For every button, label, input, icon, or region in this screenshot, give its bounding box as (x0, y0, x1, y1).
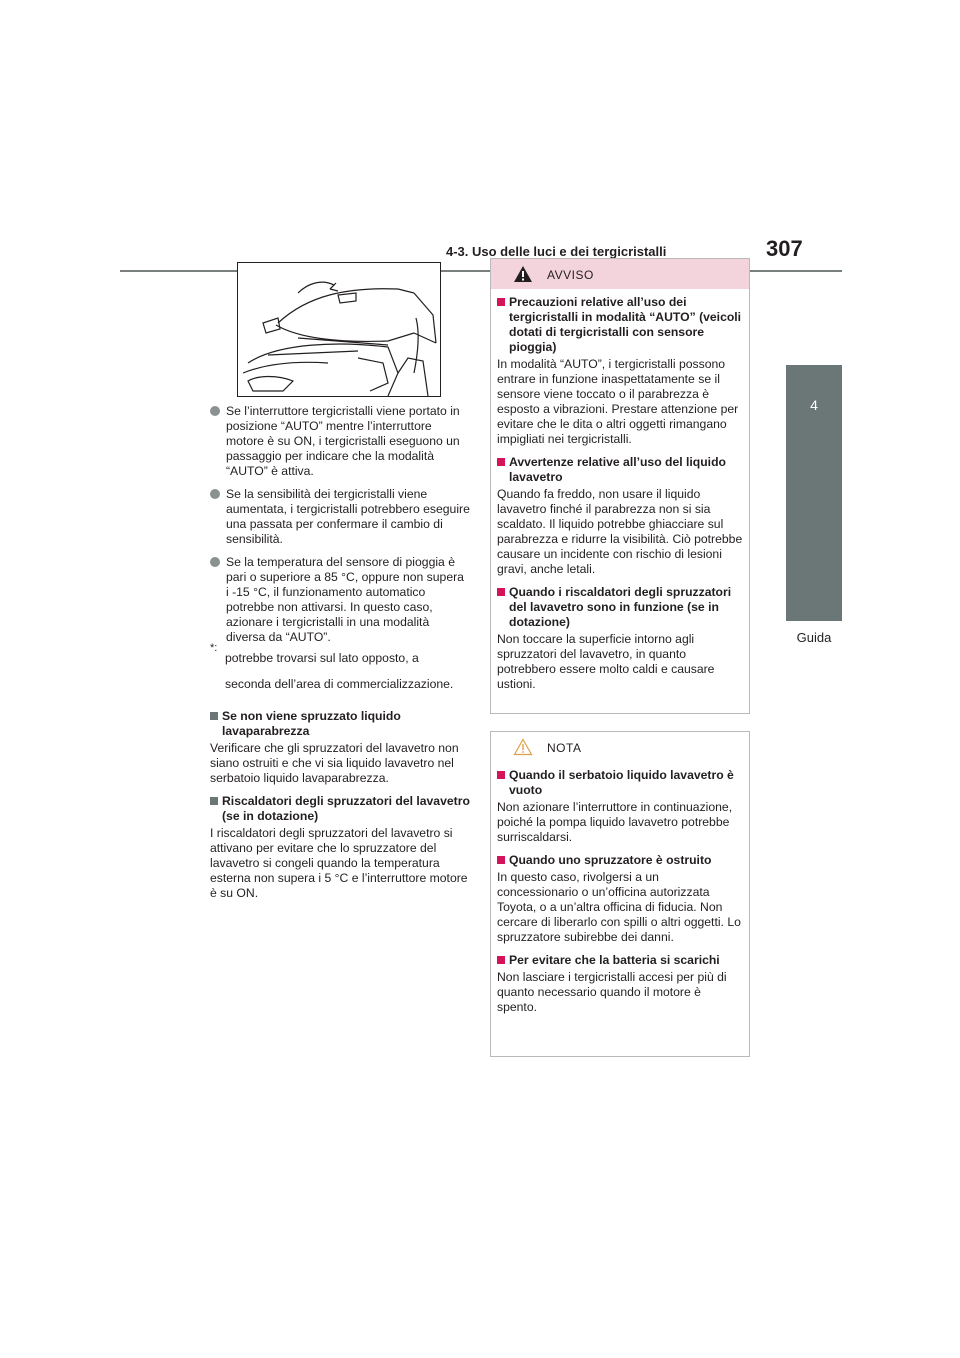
bullet-item (210, 555, 470, 645)
note-label: NOTA (547, 741, 582, 755)
section-heading-text: Quando il serbatoio liquido lavavetro è vuoto (509, 768, 734, 797)
section-heading-text: Per evitare che la batteria si scarichi (509, 953, 720, 967)
note-section-heading (497, 853, 743, 868)
page-number: 307 (766, 236, 803, 261)
square-bullet-icon (210, 712, 218, 720)
bullet-dot-icon (210, 406, 220, 416)
bullet-text: Se la temperatura del sensore di pioggia è pari o superiore a 85 °C, oppure non supera i -15 °C, il funzionamento automatico potrebbe non attivarsi. In questo caso, azionare i tergicristalli in una modalità diversa da “AUTO”. (226, 555, 464, 644)
section-body: I riscaldatori degli spruzzatori del lavavetro si attivano per evitare che lo spruzzatore del lavavetro si congeli quando la temperatura esterna non supera i 5 °C e l’interruttore motore è su ON. (210, 826, 468, 900)
warning-section-heading (497, 455, 743, 485)
warning-label: AVVISO (547, 268, 594, 282)
note-section-heading (497, 953, 743, 968)
chapter-tab (786, 365, 842, 621)
footnote-line: seconda dell’area di commercializzazione. (225, 677, 454, 691)
section-heading-text: Precauzioni relative all’uso dei tergicristalli in modalità “AUTO” (veicoli dotati di tergicristalli con sensore pioggia) (509, 295, 742, 354)
warning-box (490, 258, 750, 714)
caution-triangle-icon (513, 738, 533, 756)
chapter-number: 4 (810, 397, 818, 413)
section-heading-text: Avvertenze relative all’uso del liquido lavavetro (509, 455, 726, 484)
section-heading-text: Quando uno spruzzatore è ostruito (509, 853, 712, 867)
windshield-rain-sensor-icon (238, 263, 440, 396)
warning-triangle-icon (513, 265, 533, 283)
square-bullet-icon (497, 458, 505, 466)
bullet-dot-icon (210, 557, 220, 567)
section-heading (210, 794, 470, 824)
section-heading-text: Se non viene spruzzato liquido lavaparabrezza (222, 709, 401, 738)
note-section-body: In questo caso, rivolgersi a un concessionario o un’officina autorizzata Toyota, o a un’altra officina di fiducia. Non cercare di liberarlo con spilli o altri oggetti. Lo spruzzatore subirebbe dei danni. (497, 870, 741, 944)
square-bullet-icon (497, 856, 505, 864)
section-body: Verificare che gli spruzzatori del lavavetro non siano ostruiti e che vi sia liquido lavavetro nel serbatoio liquido lavaparabrezza. (210, 741, 459, 785)
square-bullet-icon (497, 588, 505, 596)
left-column (210, 404, 470, 909)
section-heading-text: Quando i riscaldatori degli spruzzatori del lavavetro sono in funzione (se in dotazione) (509, 585, 732, 629)
section-title: 4-3. Uso delle luci e dei tergicristalli (446, 244, 667, 259)
note-box (490, 731, 750, 1057)
square-bullet-icon (497, 298, 505, 306)
chapter-label: Guida (796, 630, 832, 645)
warning-section-body: Quando fa freddo, non usare il liquido lavavetro finché il parabrezza non si sia scaldato. Il liquido potrebbe ghiacciare sul parabrezza e ridurre la visibilità. Ciò potrebbe causare un incidente con rischio di lesioni gravi, anche letali. (497, 487, 743, 576)
bullet-text: Se la sensibilità dei tergicristalli viene aumentata, i tergicristalli potrebbero eseguire una passata per confermare il cambio di sensibilità. (226, 487, 470, 546)
note-section-body: Non lasciare i tergicristalli accesi per più di quanto necessario quando il motore è spento. (497, 970, 727, 1014)
bullet-item (210, 404, 470, 479)
square-bullet-icon (497, 771, 505, 779)
note-section-heading (497, 768, 743, 798)
note-section-body: Non azionare l’interruttore in continuazione, poiché la pompa liquido lavavetro potrebbe surriscaldarsi. (497, 800, 733, 844)
square-bullet-icon (210, 797, 218, 805)
footnote-mark: *: (210, 642, 218, 654)
footnote-line: potrebbe trovarsi sul lato opposto, a (225, 651, 419, 665)
footnote (210, 642, 470, 697)
bullet-dot-icon (210, 489, 220, 499)
warning-section-heading (497, 585, 743, 630)
warning-section-body: In modalità “AUTO”, i tergicristalli possono entrare in funzione inaspettatamente se il sensore viene toccato o il parabrezza è esposto a vibrazioni. Prestare attenzione per evitare che le dita o altri oggetti rimangano impigliati nei tergicristalli. (497, 357, 739, 446)
warning-header (491, 259, 749, 289)
warning-section-heading (497, 295, 743, 355)
note-header (491, 732, 749, 762)
section-heading-text: Riscaldatori degli spruzzatori del lavavetro (se in dotazione) (222, 794, 470, 823)
section-heading (210, 709, 470, 739)
square-bullet-icon (497, 956, 505, 964)
bullet-item (210, 487, 470, 547)
bullet-text: Se l’interruttore tergicristalli viene portato in posizione “AUTO” mentre l’interruttore motore è su ON, i tergicristalli eseguono un passaggio per indicare che la modalità “AUTO” è attiva. (226, 404, 460, 478)
warning-section-body: Non toccare la superficie intorno agli spruzzatori del lavavetro, in quanto potrebbero essere molto caldi e causare ustioni. (497, 632, 715, 691)
windshield-illustration (237, 262, 441, 397)
